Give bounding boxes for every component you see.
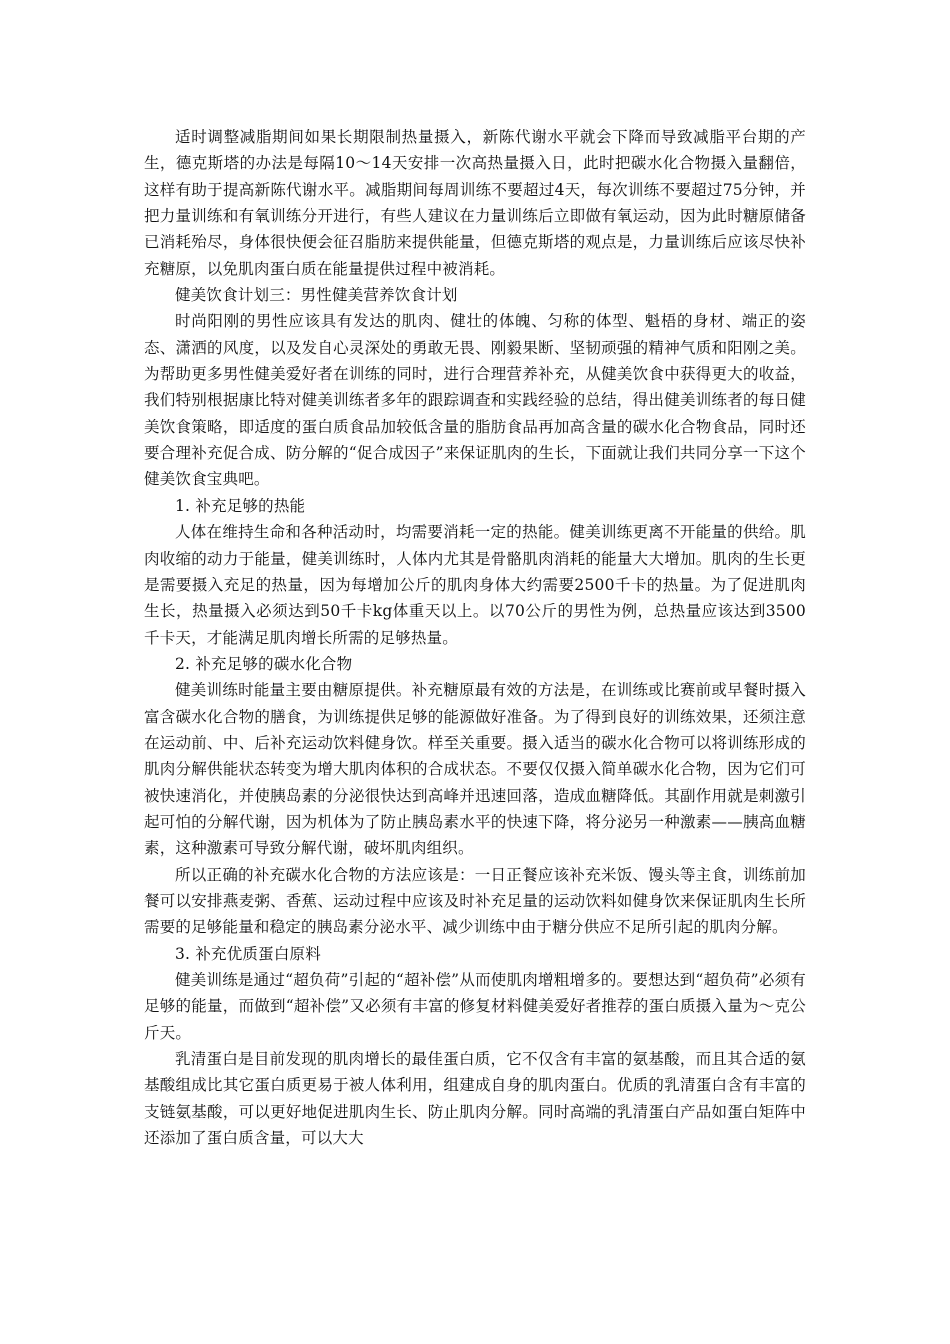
subheading-energy: 1. 补充足够的热能 <box>175 496 306 515</box>
section-heading-plan-three: 健美饮食计划三：男性健美营养饮食计划 <box>175 286 458 305</box>
paragraph-carbohydrates: 健美训练时能量主要由糖原提供。补充糖原最有效的方法是，在训练或比赛前或早餐时摄入富含碳水化合物的膳食，为训练提供足够的能源做好准备。为了得到良好的训练效果，还须注意在运动前、中、后补充运动饮料健身饮。样至关重要。摄入适当的碳水化合物可以将训练形成的肌肉分解供能状态转变为增大肌肉体积的合成状态。不要仅仅摄入简单碳水化合物，因为它们可被快速消化，并使胰岛素的分泌很快达到高峰并迅速回落，造成血糖降低。其副作用就是刺激引起可怕的分解代谢，因为机体为了防止胰岛素水平的快速下降，将分泌另一种激素——胰高血糖素，这种激素可导致分解代谢，破坏肌肉组织。 <box>144 681 806 858</box>
paragraph-whey-protein: 乳清蛋白是目前发现的肌肉增长的最佳蛋白质，它不仅含有丰富的氨基酸，而且其合适的氨基酸组成比其它蛋白质更易于被人体利用，组建成自身的肌肉蛋白。优质的乳清蛋白含有丰富的支链氨基酸，可以更好地促进肌肉生长、防止肌肉分解。同时高端的乳清蛋白产品如蛋白矩阵中还添加了蛋白质含量，可以大大 <box>144 1050 806 1148</box>
subheading-protein: 3. 补充优质蛋白原料 <box>175 944 321 963</box>
paragraph-carbohydrate-method: 所以正确的补充碳水化合物的方法应该是：一日正餐应该补充米饭、馒头等主食，训练前加餐可以安排燕麦粥、香蕉、运动过程中应该及时补充足量的运动饮料如健身饮来保证肌肉生长所需要的足够能量和稳定的胰岛素分泌水平、减少训练中由于糖分供应不足所引起的肌肉分解。 <box>144 865 806 937</box>
paragraph-plan-three-intro: 时尚阳刚的男性应该具有发达的肌肉、健壮的体魄、匀称的体型、魁梧的身材、端正的姿态、潇洒的风度，以及发自心灵深处的勇敢无畏、刚毅果断、坚韧顽强的精神气质和阳刚之美。为帮助更多男性健美爱好者在训练的同时，进行合理营养补充，从健美饮食中获得更大的收益，我们特别根据康比特对健美训练者多年的跟踪调查和实践经验的总结，得出健美训练者的每日健美饮食策略，即适度的蛋白质食品加较低含量的脂肪食品再加高含量的碳水化合物食品，同时还要合理补充促合成、防分解的“促合成因子”来保证肌肉的生长，下面就让我们共同分享一下这个健美饮食宝典吧。 <box>144 312 806 489</box>
subheading-carbohydrates: 2. 补充足够的碳水化合物 <box>175 654 353 673</box>
document-body <box>144 124 806 1151</box>
paragraph-fat-loss-adjustment: 适时调整减脂期间如果长期限制热量摄入，新陈代谢水平就会下降而导致减脂平台期的产生，德克斯塔的办法是每隔10～14天安排一次高热量摄入日，此时把碳水化合物摄入量翻倍，这样有助于提高新陈代谢水平。减脂期间每周训练不要超过4天，每次训练不要超过75分钟，并把力量训练和有氧训练分开进行，有些人建议在力量训练后立即做有氧运动，因为此时糖原储备已消耗殆尽，身体很快便会征召脂肪来提供能量，但德克斯塔的观点是，力量训练后应该尽快补充糖原，以免肌肉蛋白质在能量提供过程中被消耗。 <box>144 128 806 278</box>
paragraph-protein: 健美训练是通过“超负荷”引起的“超补偿”从而使肌肉增粗增多的。要想达到“超负荷”必须有足够的能量，而做到“超补偿”又必须有丰富的修复材料健美爱好者推荐的蛋白质摄入量为～克公斤天。 <box>144 971 806 1042</box>
paragraph-energy: 人体在维持生命和各种活动时，均需要消耗一定的热能。健美训练更离不开能量的供给。肌肉收缩的动力于能量，健美训练时，人体内尤其是骨骼肌肉消耗的能量大大增加。肌肉的生长更是需要摄入充足的热量，因为每增加公斤的肌肉身体大约需要2500千卡的热量。为了促进肌肉生长，热量摄入必须达到50千卡kg体重天以上。以70公斤的男性为例，总热量应该达到3500千卡天，才能满足肌肉增长所需的足够热量。 <box>144 523 806 647</box>
